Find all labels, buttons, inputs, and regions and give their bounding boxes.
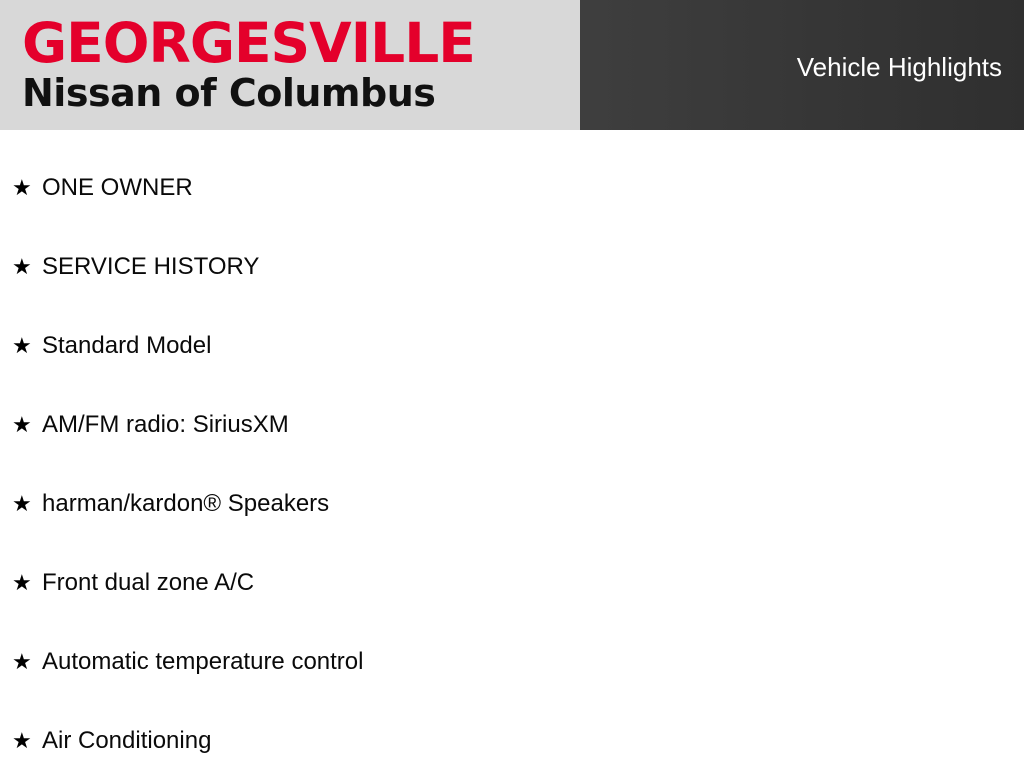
dealer-name-secondary: Nissan of Columbus [22, 71, 436, 115]
list-item-label: ONE OWNER [42, 173, 193, 201]
page-header [0, 0, 1024, 130]
list-item-label: SERVICE HISTORY [42, 252, 260, 280]
highlights-list [0, 130, 1024, 768]
list-item-label: Automatic temperature control [42, 647, 364, 675]
list-item [0, 543, 1024, 622]
star-icon: ★ [12, 411, 32, 437]
list-item [0, 148, 1024, 227]
star-icon: ★ [12, 253, 32, 279]
list-item-label: Standard Model [42, 331, 212, 359]
star-icon: ★ [12, 490, 32, 516]
list-item-label: Air Conditioning [42, 726, 212, 754]
page-title: Vehicle Highlights [796, 52, 1002, 82]
list-item-label: Front dual zone A/C [42, 568, 255, 596]
list-item [0, 464, 1024, 543]
star-icon: ★ [12, 174, 32, 200]
star-icon: ★ [12, 727, 32, 753]
list-item [0, 306, 1024, 385]
star-icon: ★ [12, 569, 32, 595]
star-icon: ★ [12, 332, 32, 358]
list-item-label: AM/FM radio: SiriusXM [42, 410, 289, 438]
list-item-label: harman/kardon® Speakers [42, 489, 330, 517]
list-item [0, 622, 1024, 701]
list-item [0, 701, 1024, 768]
dealer-name-primary: GEORGESVILLE [22, 11, 475, 75]
list-item [0, 227, 1024, 306]
dealer-logo [0, 0, 580, 130]
list-item [0, 385, 1024, 464]
star-icon: ★ [12, 648, 32, 674]
